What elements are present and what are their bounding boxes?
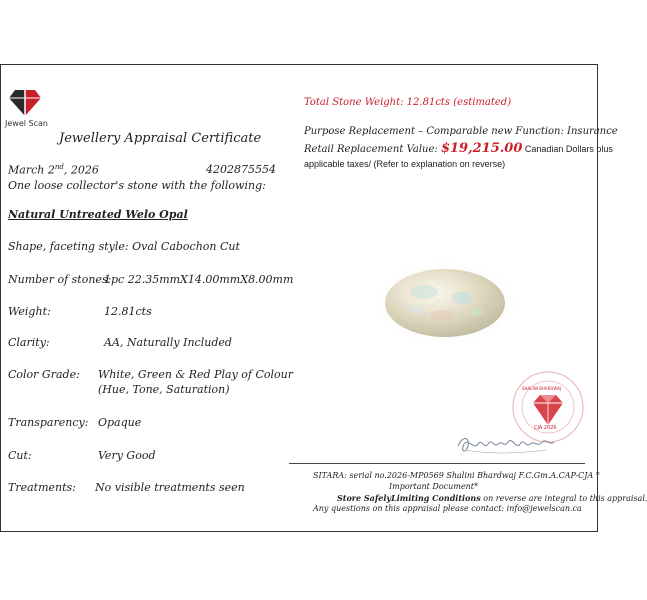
opal-stone-image (372, 260, 518, 346)
certificate-intro: One loose collector's stone with the following: (8, 179, 266, 192)
color-label: Color Grade: (8, 368, 80, 381)
questions-line: Any questions on this appraisal please contact: info@jewelscan.ca (313, 504, 582, 513)
treatments-label: Treatments: (8, 481, 76, 494)
number-label: Number of stones: (8, 273, 112, 286)
footer-divider (289, 463, 585, 464)
signature-image (456, 432, 556, 458)
cut-label: Cut: (8, 449, 32, 462)
certificate-title: Jewellery Appraisal Certificate (59, 131, 262, 146)
retail-line-2: applicable taxes/ (Refer to explanation on reverse) (304, 159, 506, 169)
cut-value: Very Good (98, 449, 156, 462)
sitara-line: SITARA: serial no.2026-MP0569 Shalini Bhardwaj F.C.Gm.A.CAP-CJA * (313, 471, 600, 480)
stone-name: Natural Untreated Welo Opal (8, 208, 188, 221)
certificate-number: 4202875554 (206, 163, 276, 176)
treatments-value: No visible treatments seen (95, 481, 245, 494)
jewel-scan-logo-icon (8, 89, 42, 117)
purpose-line: Purpose Replacement – Comparable new Function: Insurance (304, 126, 618, 137)
clarity-label: Clarity: (8, 336, 50, 349)
certificate-date: March 2nd, 2026 (8, 163, 99, 177)
retail-line: Retail Replacement Value: $19,215.00 Canadian Dollars plus (304, 141, 613, 156)
shape-line: Shape, faceting style: Oval Cabochon Cut (8, 240, 240, 253)
clarity-value: AA, Naturally Included (104, 336, 232, 349)
certificate-frame (0, 64, 647, 532)
seal-footer: CJA 2026 (534, 425, 557, 431)
weight-value: 12.81cts (104, 305, 152, 318)
transparency-label: Transparency: (8, 416, 89, 429)
important-document: Important Document* (389, 482, 478, 491)
color-value-1: White, Green & Red Play of Colour (98, 368, 293, 381)
transparency-value: Opaque (98, 416, 142, 429)
store-safely-line: Store SafelyLimiting Conditions on reverse are integral to this appraisal. (337, 493, 647, 503)
total-stone-weight: Total Stone Weight: 12.81cts (estimated) (304, 97, 512, 108)
color-value-2: (Hue, Tone, Saturation) (98, 383, 230, 396)
weight-label: Weight: (8, 305, 51, 318)
number-value: 1pc 22.35mmX14.00mmX8.00mm (104, 273, 294, 286)
brand-name: Jewel Scan (5, 119, 48, 128)
seal-name: SHALINI BHARDWAJ (522, 386, 562, 391)
